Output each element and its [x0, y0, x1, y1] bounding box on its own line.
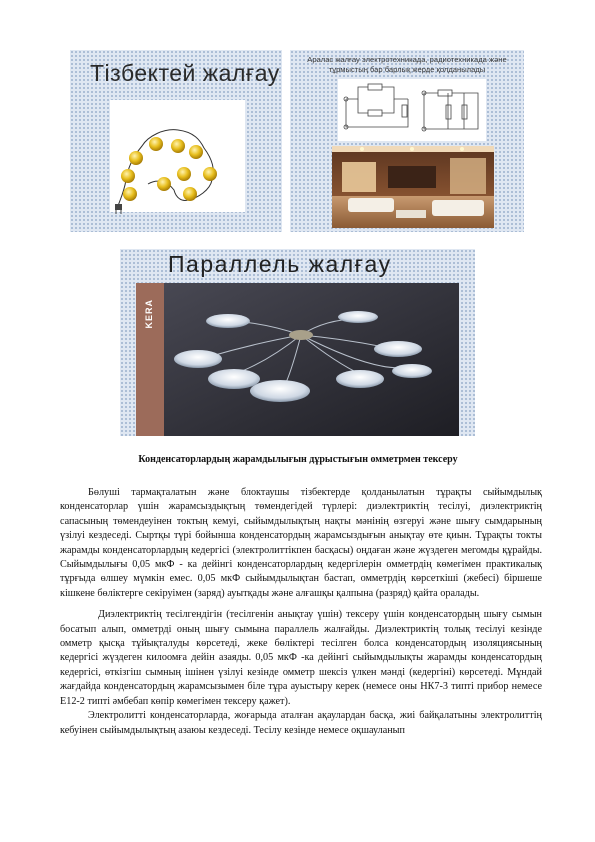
- series-connection-slide: [70, 50, 282, 232]
- brand-label: KERA: [144, 299, 154, 329]
- applications-slide: [290, 50, 524, 232]
- paragraph: Бөлуші тармақталатын және блоктаушы тізбектерде қолданылатын тұрақты сыйымдылық конденсаторлар үшін жарамсыздықтың төмендегідей түрлері: диэлектриктің тесілуі, диэлектриктің сапасының төмендеуінен токтың кемуі, сыйымдылықтың нақты мәнінің өзгеруі және шығу сымдарының үзілуі кездеседі. Сыртқы түрі бойынша конденсатордың жарамсыздығын анықтау өте қиын. Тұрақты токты жарамды конденсаторлардың кедергісі (электролиттікпен басқасы) оңдаған және жүздеген мегомды құрайды. Сыйымдылығы 0,05 мкФ - ка дейінгі конденсаторлардың кедергілерін омметрдің көмегімен практикалық тұрғыда өлшеу мүмкін емес. 0,05 мкФ сыйымдылықтан бастап, омметрдің көрсеткіші (жебесі) біршеше кішкене бөліктерге секіруімен (заряд) ауытқады және алғашқы қалпына (разряд) қайта оралады.: [60, 487, 542, 599]
- plug-icon: [115, 204, 122, 214]
- paragraph: Диэлектриктің тесілгендігін (тесілгенін анықтау үшін) тексеру үшін конденсатордың шығу сымын босатып алып, омметрді оның шығу сымына параллель жалғайды. Диэлектриктің толық тесілуі кезінде омметр қысқа тұйықталуды көрсетеді, жеке бөліктері тесілген болса конденсатордың изоляциясының кедергісі жүздеген килоомға дейін азаяды. 0,05 мкФ -ка дейінгі сыйымдылықты жарамды конденсатордың кедергісі, өткізгіш сымның ішінен үзілуі кезінде омметр шексіз үлкен мәнді (кедергіні) көрсетеді. Мұндай жағдайда конденсатордың жарамсызымен біле тұра ауыстыру керек (немесе оны НК7-3 типті прибор немесе Е12-2 типті әмбебап көпір көмегімен тексеру қажет).: [60, 609, 542, 707]
- parallel-slide-title: Параллель жалғау: [168, 251, 392, 277]
- section-heading: Конденсаторлардың жарамдылығын дұрыстығын омметрмен тексеру: [138, 454, 458, 465]
- chandelier-photo: [136, 283, 459, 436]
- document-body: [60, 486, 542, 738]
- living-room-photo: [332, 146, 494, 228]
- parallel-connection-slide: [120, 249, 475, 436]
- series-slide-title: Тізбектей жалғау: [90, 60, 280, 86]
- circuit-diagram: [338, 79, 486, 141]
- applications-caption: Аралас жалғау электротехникада, радиотехникада және тұрмыстың бар барлық жерде қолданылады: [307, 55, 507, 74]
- paragraph: Электролитті конденсаторларда, жоғарыда аталған ақаулардан басқа, жиі байқалатыны электролиттің кебуінен сыйымдылықтың азаюы кездеседі. Тесілу кезінде немесе оқшауланып: [60, 710, 542, 736]
